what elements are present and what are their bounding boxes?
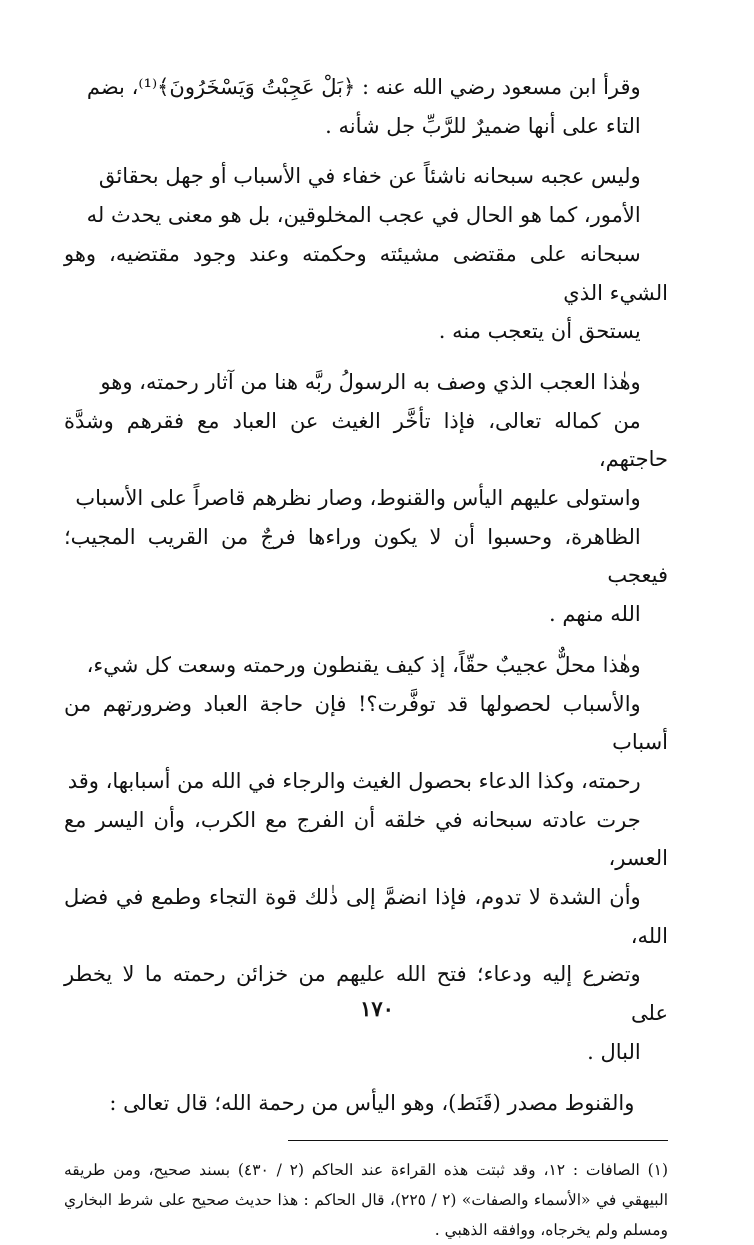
paragraph-1 [64, 68, 668, 145]
text-line: واستولى عليهم اليأس والقنوط، وصار نظرهم قاصراً على الأسباب [75, 486, 641, 511]
text-line: الظاهرة، وحسبوا أن لا يكون وراءها فرجٌ من القريب المجيب؛ فيعجب [64, 524, 668, 588]
text-line: سبحانه على مقتضى مشيئته وحكمته وعند وجود مقتضيه، وهو الشيء الذي [64, 241, 668, 305]
text-line: من كماله تعالى، فإذا تأخَّر الغيث عن العباد مع فقرهم وشدَّة حاجتهم، [64, 408, 668, 472]
text-line: الله منهم . [548, 602, 641, 627]
text-line: الأمور، كما هو الحال في عجب المخلوقين، بل هو معنى يحدث له [86, 203, 641, 228]
text-line: وليس عجبه سبحانه ناشئاً عن خفاء في الأسباب أو جهل بحقائق [98, 164, 641, 189]
paragraph-3 [64, 363, 668, 634]
text-line: وتضرع إليه ودعاء؛ فتح الله عليهم من خزائن رحمته ما لا يخطر على [64, 962, 668, 1026]
text-line: التاء على أنها ضميرٌ للرَّبِّ جل شأنه . [325, 113, 641, 138]
page-number: ١٧٠ [360, 996, 394, 1021]
text-line: وقرأ ابن مسعود رضي الله عنه : ﴿بَلْ عَجِبْتُ وَيَسْخَرُونَ﴾⁽¹⁾، بضم [86, 75, 641, 99]
text-line: جرت عادته سبحانه في خلقه أن الفرج مع الكرب، وأن اليسر مع العسر، [64, 807, 668, 871]
footnote-divider [288, 1140, 668, 1141]
text-line: يستحق أن يتعجب منه . [438, 319, 641, 344]
text-line: وأن الشدة لا تدوم، فإذا انضمَّ إلى ذٰلك قوة التجاء وطمع في فضل الله، [64, 885, 668, 948]
footnotes [64, 1155, 668, 1245]
text-line: والقنوط مصدر (قَنَط)، وهو اليأس من رحمة الله؛ قال تعالى : [109, 1090, 635, 1115]
text-line: رحمته، وكذا الدعاء بحصول الغيث والرجاء في الله من أسبابها، وقد [67, 768, 641, 793]
text-line: والأسباب لحصولها قد توفَّرت؟! فإن حاجة العباد وضرورتهم من أسباب [64, 691, 668, 755]
text-line: وهٰذا العجب الذي وصف به الرسولُ ربَّه هنا من آثار رحمته، وهو [100, 369, 641, 394]
footnote-1: (١) الصافات : ١٢، وقد ثبتت هذه القراءة عند الحاكم (٢ / ٤٣٠) بسند صحيح، ومن طريقه البيهقي في «الأسماء والصفات» (٢ / ٢٢٥)، قال الحاكم : هذا حديث صحيح على شرط البخاري ومسلم ولم يخرجاه، ووافقه الذهبي . [64, 1161, 669, 1240]
main-text [64, 68, 668, 1122]
text-line: البال . [587, 1039, 641, 1064]
text-line: وهٰذا محلٌّ عجيبٌ حقّاً، إذ كيف يقنطون ورحمته وسعت كل شيء، [86, 652, 641, 677]
paragraph-2 [64, 157, 668, 351]
paragraph-5 [64, 1084, 668, 1123]
